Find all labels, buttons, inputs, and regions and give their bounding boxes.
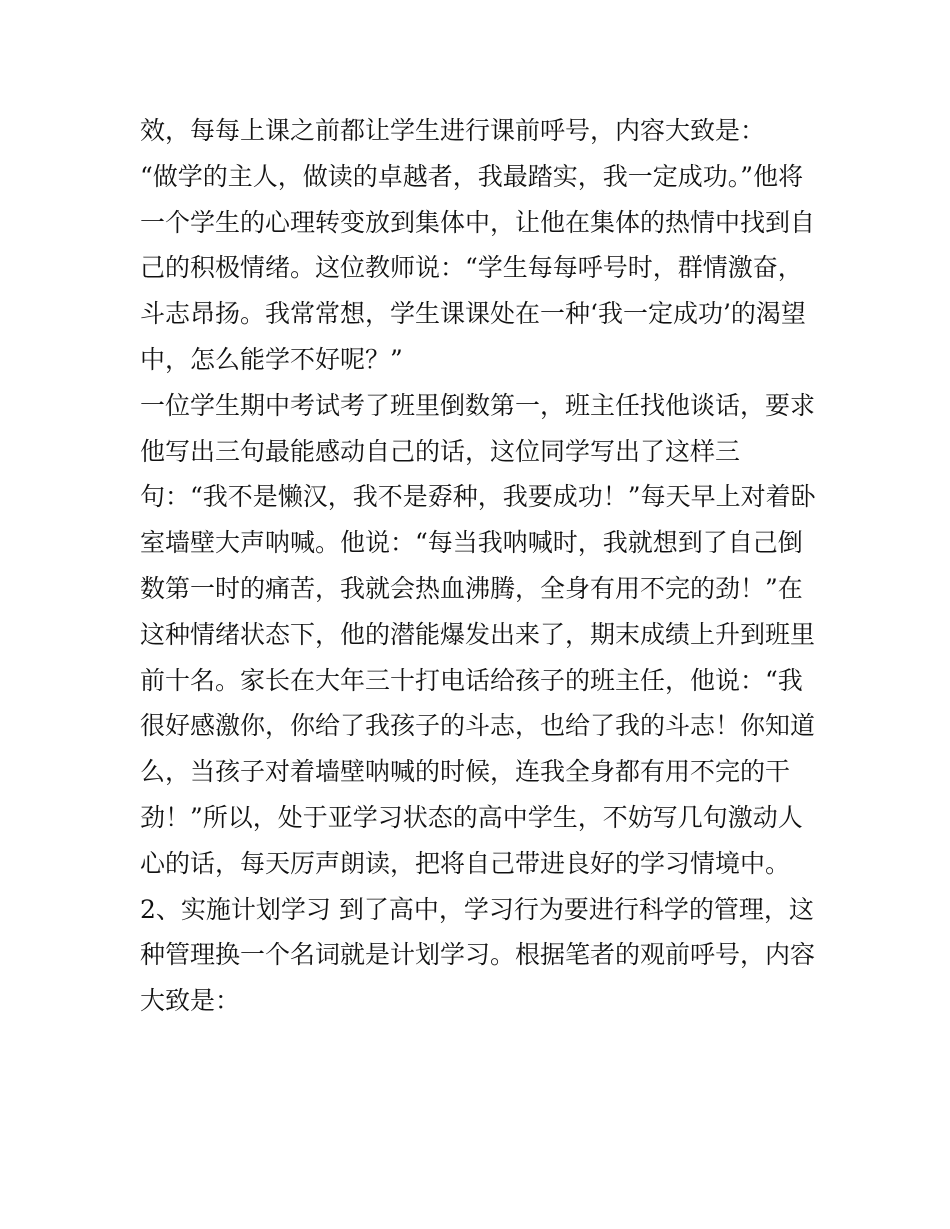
text-line: 劲！”所以，处于亚学习状态的高中学生，不妨写几句激动人	[140, 802, 803, 832]
text-line: 一位学生期中考试考了班里倒数第一，班主任找他谈话，要求	[140, 390, 816, 420]
text-line: 大致是：	[140, 986, 241, 1016]
text-line: 室墙壁大声呐喊。他说：“每当我呐喊时，我就想到了自己倒	[140, 528, 803, 558]
text-line: 这种情绪状态下，他的潜能爆发出来了，期末成绩上升到班里	[140, 619, 816, 649]
text-line: 效，每每上课之前都让学生进行课前呼号，内容大致是：	[140, 116, 766, 145]
text-line: 斗志昂扬。我常常想，学生课课处在一种‘我一定成功’的渴望	[140, 299, 806, 329]
text-line: 很好感激你，你给了我孩子的斗志，也给了我的斗志！你知道	[140, 711, 816, 741]
text-line: 种管理换一个名词就是计划学习。根据笔者的观前呼号，内容	[140, 940, 816, 970]
document-body	[140, 108, 820, 1024]
text-line: 己的积极情绪。这位教师说：“学生每每呼号时，群情激奋，	[140, 253, 803, 283]
text-line: 么，当孩子对着墙壁呐喊的时候，连我全身都有用不完的干	[140, 757, 791, 787]
text-line: 一个学生的心理转变放到集体中，让他在集体的热情中找到自	[140, 207, 816, 237]
text-line: 句：“我不是懒汉，我不是孬种，我要成功！”每天早上对着卧	[140, 482, 816, 512]
text-line: 中，怎么能学不好呢？”	[140, 344, 403, 374]
text-line: “做学的主人，做读的卓越者，我最踏实，我一定成功。”他将	[140, 161, 804, 191]
text-line: 数第一时的痛苦，我就会热血沸腾，全身有用不完的劲！”在	[140, 573, 803, 603]
text-line: 前十名。家长在大年三十打电话给孩子的班主任，他说：“我	[140, 665, 803, 695]
text-line: 他写出三句最能感动自己的话，这位同学写出了这样三	[140, 436, 741, 466]
text-line: 2、实施计划学习 到了高中，学习行为要进行科学的管理，这	[140, 894, 814, 924]
text-line: 心的话，每天厉声朗读，把将自己带进良好的学习情境中。	[140, 848, 791, 878]
